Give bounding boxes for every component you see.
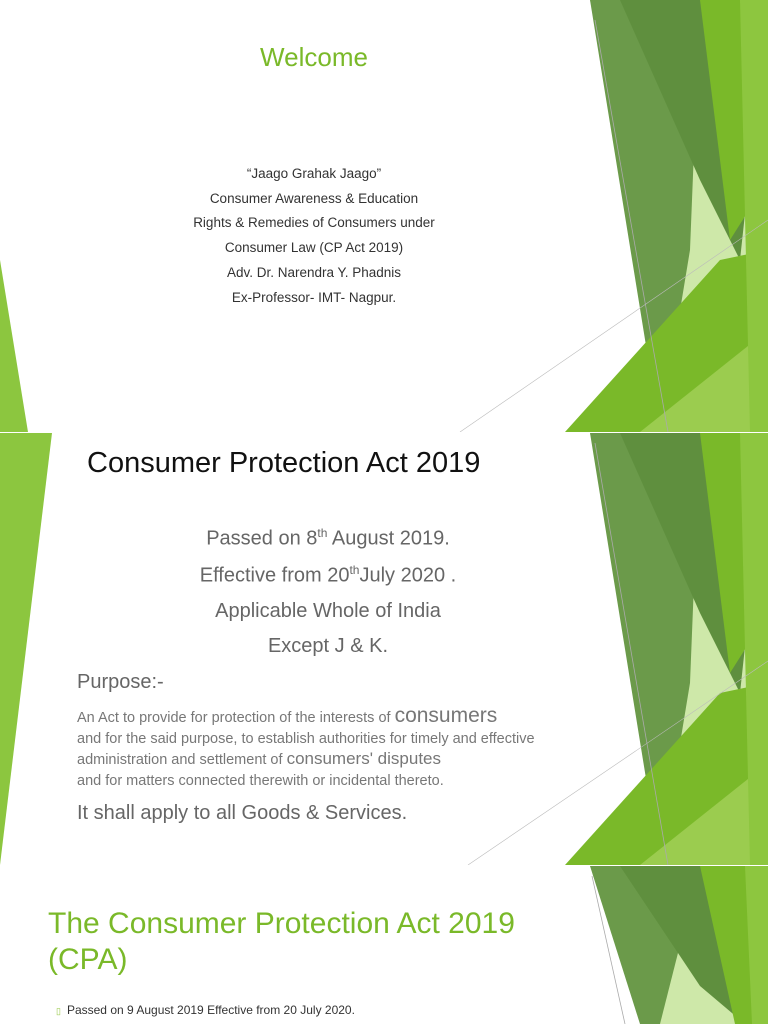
slide-cpa-details — [0, 866, 768, 1024]
purpose-paragraph: An Act to provide for protection of the interests of consumers and for the said purpose, to establish authorities for timely and effective administration and settlement of consumers' disputes and for matters connected therewith or incidental thereto. — [77, 704, 535, 789]
bullet-item: ▯ Passed on 9 August 2019 Effective from 20 July 2020. — [56, 1003, 355, 1017]
applicable-line: Applicable Whole of India — [215, 600, 441, 622]
effective-date-line: Effective from 20thJuly 2020 . — [199, 563, 457, 587]
intro-line: Consumer Awareness & Education — [209, 190, 419, 206]
bullet-icon: ▯ — [56, 1006, 61, 1016]
intro-line: Ex-Professor- IMT- Nagpur. — [231, 289, 397, 305]
except-line: Except J & K. — [267, 635, 389, 657]
intro-line: “Jaago Grahak Jaago” — [246, 166, 382, 181]
slide-cpa-overview — [0, 433, 768, 865]
slide-title: Consumer Protection Act 2019 — [87, 447, 481, 479]
apply-statement: It shall apply to all Goods & Services. — [77, 802, 408, 824]
welcome-title: Welcome — [260, 42, 368, 72]
intro-line: Consumer Law (CP Act 2019) — [224, 240, 404, 256]
passed-date-line: Passed on 8th August 2019. — [206, 526, 450, 550]
intro-line: Rights & Remedies of Consumers under — [193, 215, 435, 231]
slide-welcome — [0, 0, 768, 432]
intro-line: Adv. Dr. Narendra Y. Phadnis — [226, 264, 402, 280]
intro-text-block — [0, 162, 628, 310]
slide-title: The Consumer Protection Act 2019 (CPA) — [48, 907, 515, 976]
purpose-label: Purpose:- — [77, 671, 164, 693]
